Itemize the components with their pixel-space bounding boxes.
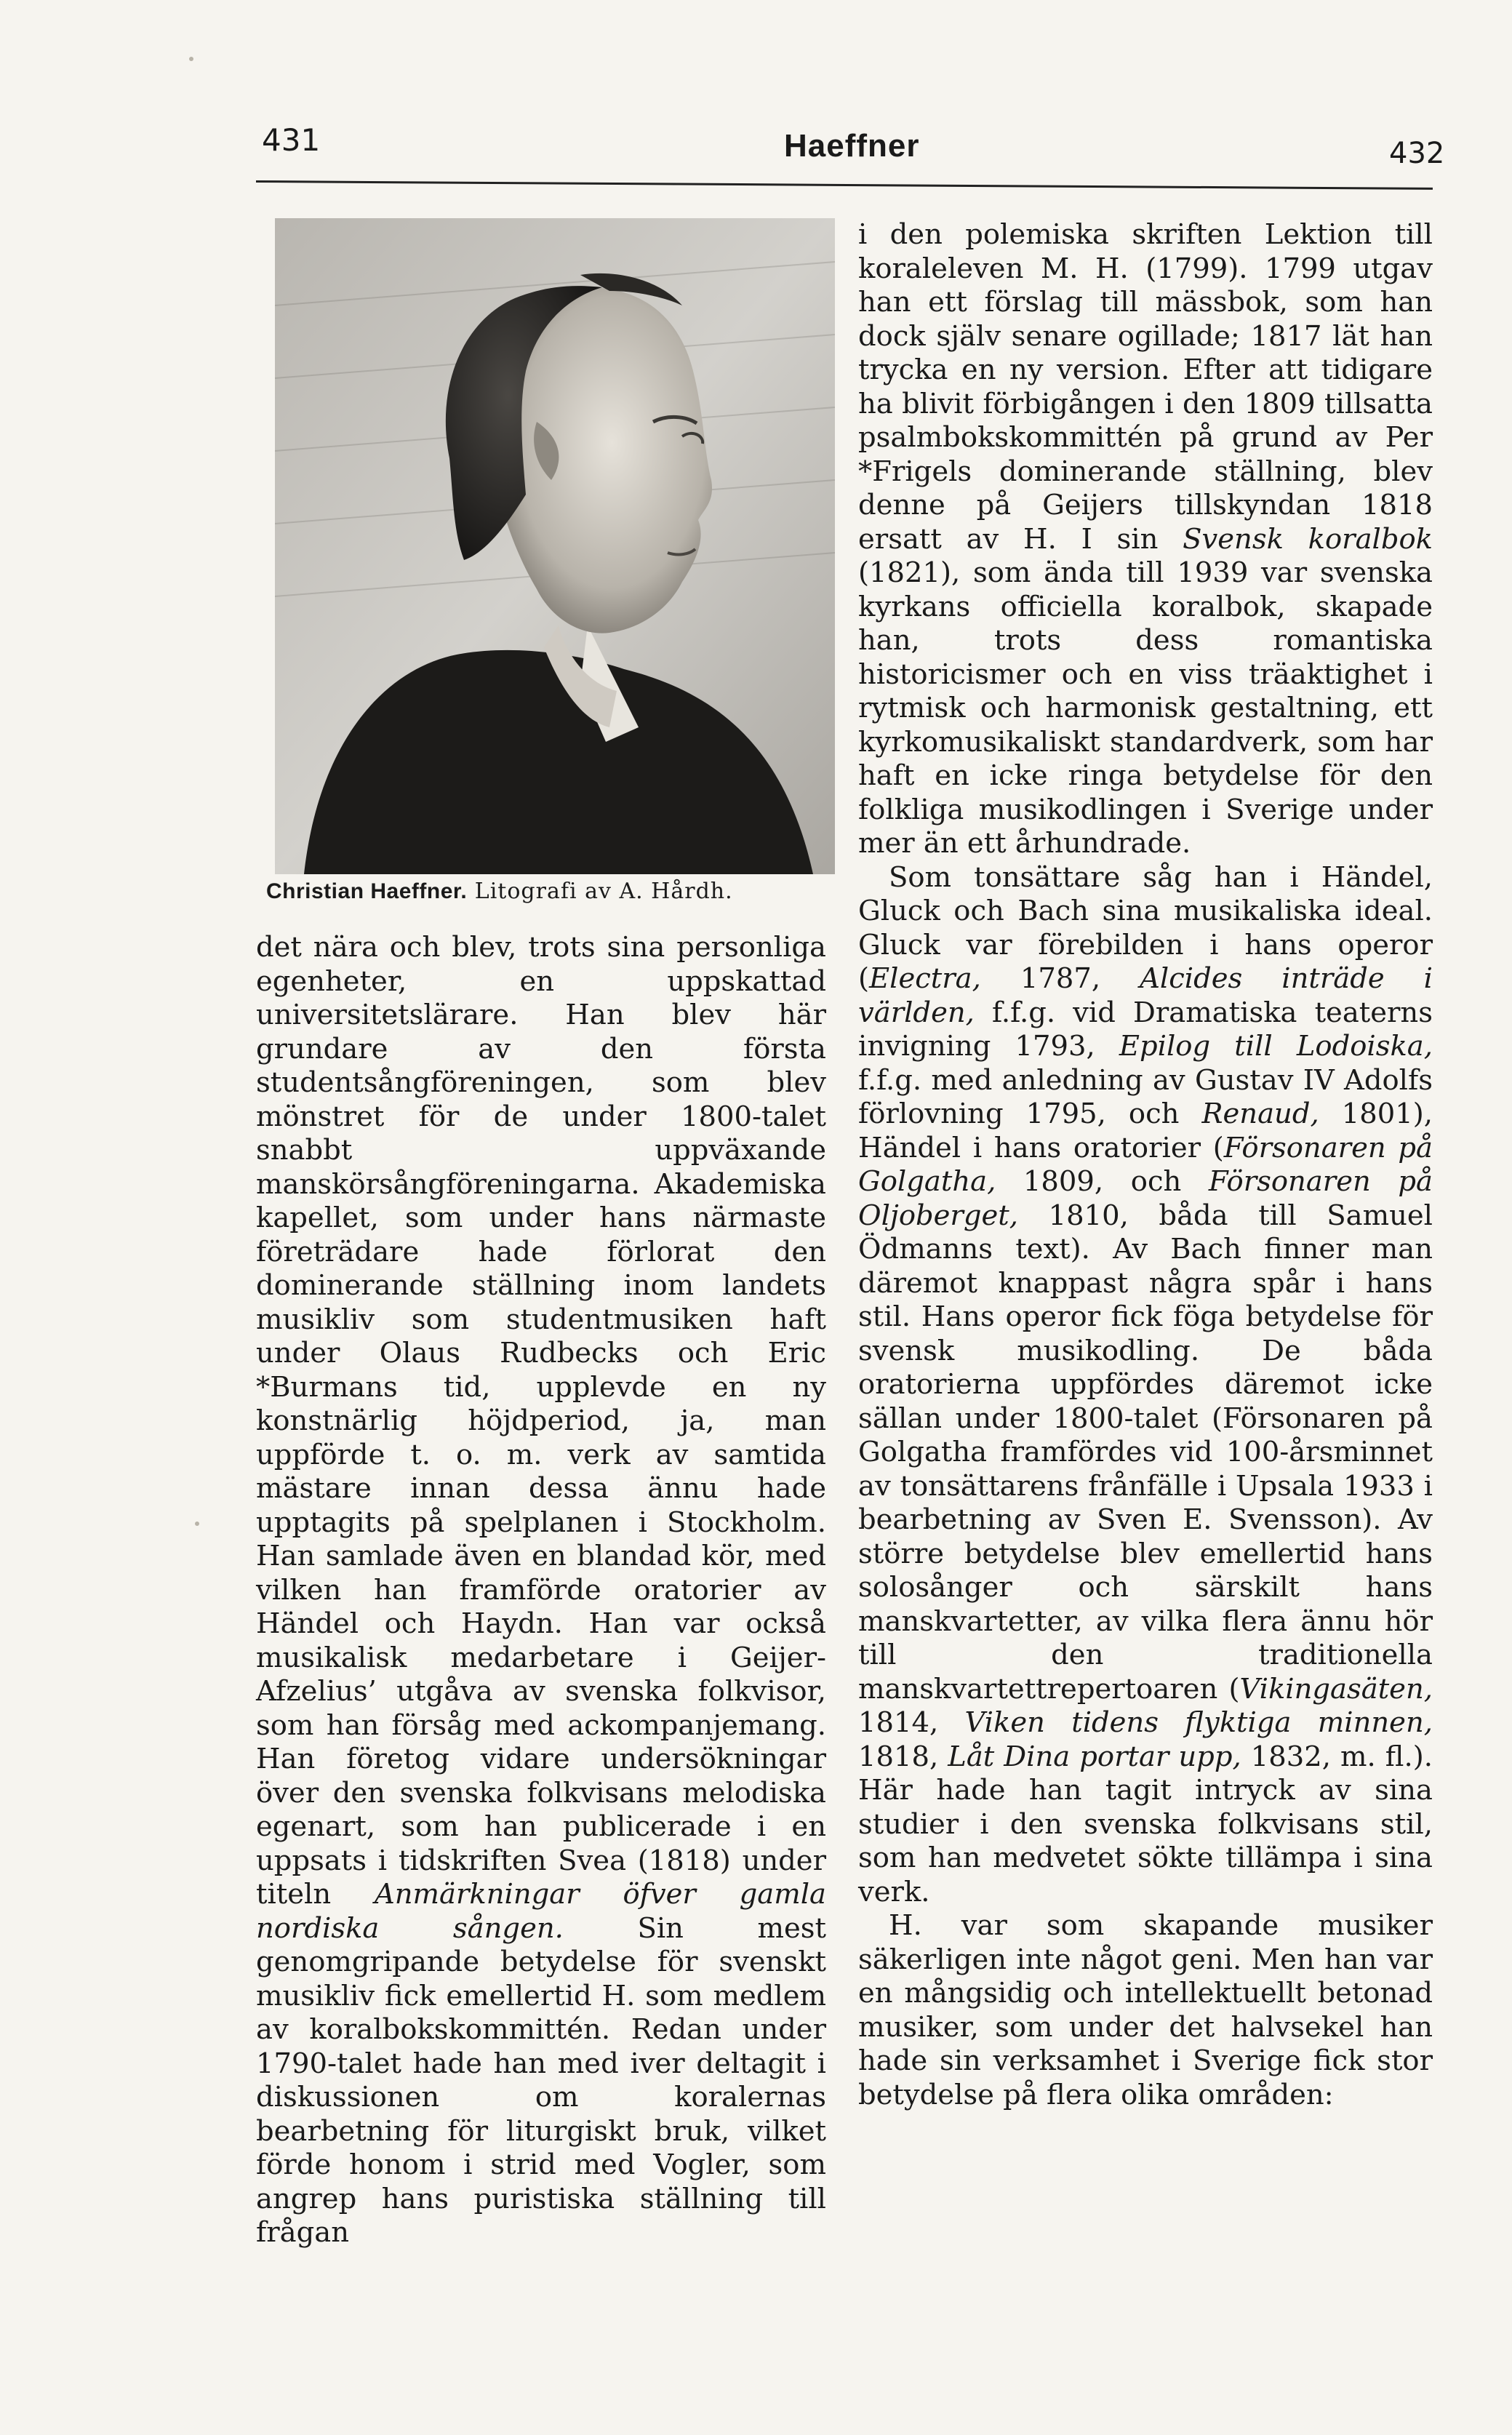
italic-title: Renaud, [1201,1097,1319,1130]
page-number-right: 432 [1389,137,1445,170]
italic-title: Viken tidens flyktiga minnen, [964,1706,1433,1739]
italic-title: Vikingasäten, [1239,1672,1433,1706]
text-run: i den polemiska skriften Lektion till koraleleven M. H. (1799). 1799 utgav han ett förslag till mässbok, som han dock själv senare ogillade; 1817 lät han trycka en ny version. Efter att tidigare ha blivit förbigången i den 1809 tillsatta psalmbokskommittén på grund av Per *Frigels dominerande ställning, blev denne på Geijers tillskyndan 1818 ersatt av H. I sin [858,218,1433,556]
portrait-illustration [275,218,835,874]
italic-title: Låt Dina portar upp, [948,1740,1241,1773]
text-run: f.f.g. med anledning av Gustav IV Adolfs förlovning 1795, och [858,1063,1433,1130]
body-paragraph [858,861,1433,1910]
text-run: 1787, [980,962,1140,995]
text-run: f.f.g. vid Dramatiska teaterns invigning 1793, [858,996,1433,1063]
body-paragraph [858,1909,1433,2112]
text-run: Sin mest genomgripande betydelse för svenskt musikliv fick emellertid H. som medlem av koralbokskommittén. Redan under 1790-talet hade han med iver deltagit i diskussionen om koralernas bearbetning för liturgiskt bruk, vilket förde honom i strid med Vogler, som angrep hans puristiska ställning till frågan [256,1911,827,2249]
italic-title: Epilog till Lodoiska, [1119,1030,1433,1063]
text-run: 1814, [858,1706,965,1739]
body-paragraph [858,218,1433,861]
text-run: 1818, [858,1740,948,1773]
text-run: 1801), Händel i hans oratorier ( [858,1097,1433,1164]
text-run: 1832, m. fl.). Här hade han tagit intryck av sina studier i den svenska folkvisans stil, som han medvetet sökte tillämpa i sina verk. [858,1740,1433,1908]
italic-title: Anmärkningar öfver gamla nordiska sången. [256,1878,826,1945]
body-paragraph [256,931,826,2250]
text-run: 1810, båda till Samuel Ödmanns text). Av Bach finner man däremot knappast några spår i hans stil. Hans operor fick föga betydelse för svensk musikodling. De båda oratorierna uppfördes däremot icke sällan under 1800-talet (Försonaren på Golgatha framfördes vid 100-årsminnet av tonsättarens frånfälle i Upsala 1933 i bearbetning av Sven E. Svensson). Av större betydelse blev emellertid hans solosånger och särskilt hans manskvartetter, av vilka flera ännu hör till den traditionella manskvartettrepertoaren ( [858,1199,1433,1706]
text-run: 1809, och [996,1165,1209,1198]
figure-caption [266,879,848,904]
page-header [0,0,1512,189]
caption-credit: Litografi av A. Hårdh. [467,879,733,904]
right-column [858,218,1433,2112]
italic-title: Svensk koralbok [1183,522,1433,556]
text-run: (1821), som ända till 1939 var svenska kyrkans officiella koralbok, skapade han, trots dess romantiska historicismer och en viss träaktighet i rytmisk och harmonisk gestaltning, ett kyrkomusikaliskt standardverk, som har haft en icke ringa betydelse för den folkliga musikodlingen i Sverige under mer än ett århundrade. [858,556,1433,860]
italic-title: Försonaren på Oljoberget, [858,1165,1433,1232]
paper-speck [195,1522,199,1526]
italic-title: Försonaren på Golgatha, [858,1131,1433,1198]
italic-title: Electra, [869,962,981,995]
text-run: det nära och blev, trots sina personliga egenheter, en uppskattad universitetslärare. Han blev här grundare av den första studentsångföreningen, som blev mönstret för de under 1800-talet snabbt uppväxande manskörsångföreningarna. Akademiska kapellet, som under hans närmaste företrädare hade förlorat den dominerande ställning inom landets musikliv som studentmusiken haft under Olaus Rudbecks och Eric *Burmans tid, upplevde en ny konstnärlig höjdperiod, ja, man uppförde t. o. m. verk av samtida mästare innan dessa ännu hade upptagits på spelplanen i Stockholm. Han samlade även en blandad kör, med vilken han framförde oratorier av Händel och Haydn. Han var också musikalisk medarbetare i Geijer-Afzelius’ utgåva av svenska folkvisor, som han försåg med ackompanjemang. Han företog vidare undersökningar över den svenska folkvisans melodiska egenart, som han publicerade i en uppsats i tidskriften Svea (1818) under titeln [256,931,826,1911]
text-run: Som tonsättare såg han i Händel, Gluck och Bach sina musikaliska ideal. Gluck var förebilden i hans operor ( [858,860,1433,995]
italic-title: Alcides inträde i världen, [858,962,1433,1029]
running-head: Haeffner [784,128,920,164]
header-rule [256,180,1433,190]
caption-name: Christian Haeffner. [266,879,468,903]
left-column [256,931,826,2250]
page-number-left: 431 [262,122,321,158]
text-run: H. var som skapande musiker säkerligen inte något geni. Men han var en mångsidig och intellektuellt betonad musiker, som under det halvsekel han hade sin verksamhet i Sverige fick stor betydelse på flera olika områden: [858,1909,1433,2111]
portrait-image [275,218,835,874]
paper-speck [189,57,193,61]
